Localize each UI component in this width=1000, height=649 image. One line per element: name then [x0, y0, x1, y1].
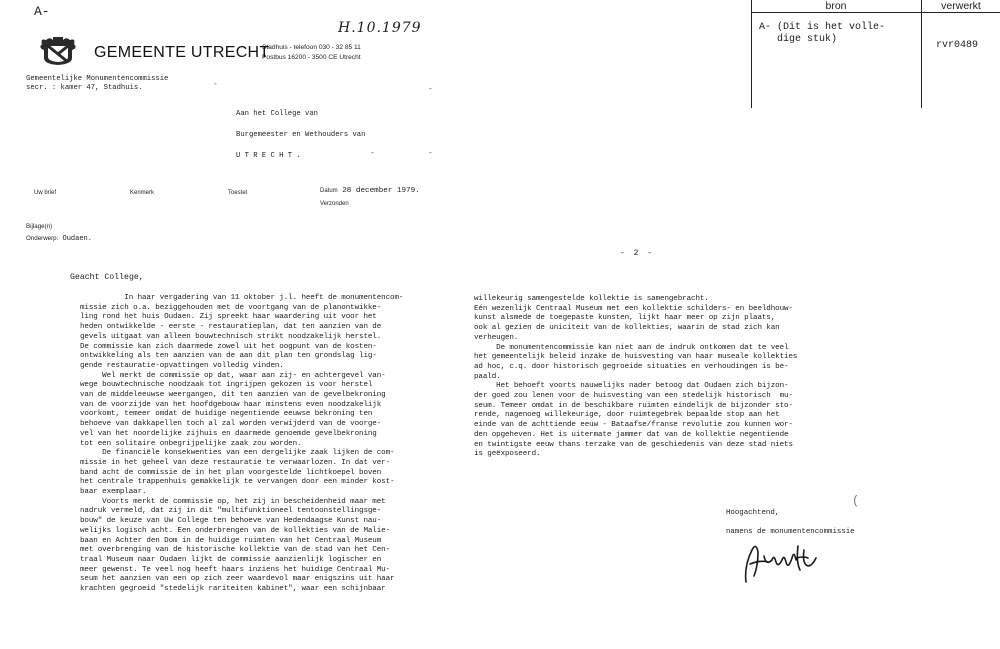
annex-label: Bijlage(n) — [26, 223, 53, 230]
card-border — [751, 0, 752, 108]
card-header-rule — [751, 12, 1000, 13]
text-line: baan en Achter den Dom in de huidige ruimten van het Centraal Museum — [80, 536, 382, 545]
subject-value: Oudaen. — [62, 235, 92, 243]
date-label: Datum — [320, 188, 338, 194]
text-line: band acht de commissie de in het plan voorgestelde lichtkoepel boven — [80, 468, 382, 477]
card-source-value: A- (Dit is het volle- dige stuk) — [759, 22, 886, 45]
text-line: voorkomt, temeer omdat de huidige negentiende eeuwse bekroning ten — [80, 410, 373, 419]
text-line: van de voorzijde van het hoofdgebouw haar minstens even noodzakelijk — [80, 400, 382, 409]
card-divider — [921, 0, 922, 108]
text-line: vel van het noordelijke zijhuis en daarmede genoemde gevelbekroning — [80, 429, 377, 438]
subject-label: Onderwerp: — [26, 235, 59, 242]
type-mark: - — [213, 80, 218, 89]
reference-label: Kenmerk — [130, 190, 155, 196]
text-line: behoeve van dakkapellen toch al zal worden verwijderd van de voorge- — [80, 420, 382, 429]
organisation-name: GEMEENTE UTRECHT — [94, 44, 270, 61]
text-line: De financiële konsekwenties van een dergelijke zaak lijken de com- — [80, 449, 395, 458]
recipient-address — [236, 104, 365, 167]
text-line: gende restauratie-opvattingen volledig vinden. — [80, 361, 284, 370]
committee-line: secr. : kamer 47, Stadhuis. — [26, 84, 143, 92]
text-line: einde van de achttiende eeuw - Bataafse/franse revolutie zou kunnen wor- — [474, 421, 793, 430]
card-processed-value: rvr0489 — [936, 40, 979, 51]
text-line: het gemeentelijk beleid inzake de huisvesting van haar museale kollekties — [474, 353, 798, 362]
address-line: Aan het College van — [236, 110, 318, 118]
text-line: Het behoeft voorts nauwelijks nader betoog dat Oudaen zich bijzon- — [474, 382, 789, 391]
text-line: verheugen. — [474, 333, 519, 342]
text-line: ad hoc, c.q. door historisch gegroeide situaties en verhoudingen is be- — [474, 362, 789, 371]
contact-line: Postbus 16200 - 3500 CE Utrecht — [262, 54, 361, 61]
corner-mark: A- — [34, 4, 50, 19]
text-line: paald. — [474, 372, 501, 381]
text-line: ling rond het huis Oudaen. Zij spreekt haar waardering uit voor het — [80, 313, 377, 322]
text-line: ook al gezien de uniciteit van de kollekties, waarin de stad zich kan — [474, 324, 780, 333]
text-line: Voorts merkt de commissie op, het zij in bescheidenheid maar met — [80, 497, 386, 506]
text-line: der goed zou lenen voor de huisvesting van een stedelijk historisch mu- — [474, 392, 793, 401]
text-line: is geëxposeerd. — [474, 450, 541, 459]
text-line: baar exemplaar. — [80, 488, 147, 497]
text-line: seum. Temeer omdat in de beschikbare ruimten eindelijk de bijzonder sto- — [474, 401, 793, 410]
card-processed-header: verwerkt — [941, 0, 981, 12]
text-line: met overbrenging van de historische kollektie van de stad van het Cen- — [80, 546, 391, 555]
address-line: U T R E C H T . — [236, 152, 301, 160]
text-line: nadruk vermeld, dat zij in dit "multifunktioneel tentoonstellingsge- — [80, 507, 382, 516]
closing-on-behalf: namens de monumentencommissie — [726, 528, 855, 536]
text-line: den opgeheven. Het is uitermate jammer dat van de kollektie negentiende — [474, 430, 789, 439]
closing-regards: Hoogachtend, — [726, 509, 780, 517]
page-number: - 2 - — [620, 249, 655, 258]
salutation: Geacht College, — [70, 273, 144, 282]
contact-details — [262, 43, 361, 63]
subject-row — [26, 235, 92, 243]
text-line: welijks logisch acht. Een onderbrengen van de kollekties van de Malie- — [80, 526, 391, 535]
date-value: 28 december 1979. — [342, 187, 420, 195]
text-line: meer gewenst. Te veel nog heeft haars inziens het huidige Centraal Mu- — [80, 565, 391, 574]
text-line: ontwikkeling als ten aanzien van de aan dit plan ten grondslag lig- — [80, 352, 377, 361]
committee-line: Gemeentelijke Monumentencommissie — [26, 75, 169, 83]
city-crest-logo — [36, 36, 80, 66]
text-line: rende, nagenoeg willekeurige, door ruimtegebrek bepaalde stop aan het — [474, 411, 780, 420]
handwritten-doc-number: H.10.1979 — [338, 20, 422, 36]
text-line: Eén wezenlijk Centraal Museum met een kollektie schilders- en beeldhouw- — [474, 304, 793, 313]
text-line: en twintigste eeuw thans terzake van de geschiedenis van deze stad niets — [474, 440, 793, 449]
text-line: kunst alsmede de toegepaste kunsten, lijkt haar meer op zijn plaats, — [474, 314, 776, 323]
text-line: wege bouwtechnische noodzaak tot ingrijpen gekozen is voor herstel — [80, 381, 373, 390]
text-line: De monumentencommissie kan niet aan de indruk ontkomen dat te veel — [474, 343, 789, 352]
text-line: het centrale trappenhuis gemakkelijk te vervangen door een minder kost- — [80, 478, 395, 487]
sent-label: Verzonden — [320, 201, 349, 207]
text-line: missie zich o.a. beziggehouden met de voortgang van de planontwikke- — [80, 303, 382, 312]
text-line: Wel merkt de commissie op dat, waar aan zij- en achtergevel van- — [80, 371, 386, 380]
pen-mark: ( — [852, 494, 860, 508]
card-source-header: bron — [825, 0, 847, 12]
text-line: van de middeleeuwse weergangen, dit ten aanzien van de gevelbekroning — [80, 391, 386, 400]
text-line: tot een solitaire onbegrijpelijke zaak zou worden. — [80, 439, 302, 448]
text-line: seum het aanzien van een op zich zeer waardevol maar enigszins uit haar — [80, 575, 395, 584]
address-line: Burgemeester en Wethouders van — [236, 131, 366, 139]
text-line: bouw" de keuze van Uw College ten behoeve van Hedendaagse Kunst nau- — [80, 517, 382, 526]
type-mark: - — [370, 149, 375, 158]
type-mark: - — [428, 149, 433, 158]
text-line: krachten gegroeid "stedelijk rariteiten kabinet", waar een schijnbaar — [80, 585, 386, 594]
letter-body-right — [474, 295, 797, 460]
your-letter-label: Uw brief — [34, 190, 57, 196]
text-line: In haar vergadering van 11 oktober j.l. heeft de monumentencom- — [80, 294, 404, 302]
committee-info — [26, 75, 168, 93]
date-line — [320, 187, 420, 195]
contact-line: Stadhuis - telefoon 030 - 32 85 11 — [262, 44, 361, 51]
text-line: gevels uitgaat van alleen bouwtechnisch strikt noodzakelijk herstel. — [80, 332, 382, 341]
type-mark: - — [428, 85, 433, 94]
text-line: heden ontwikkelde - eerste - restauratieplan, dat ten aanzien van de — [80, 323, 382, 332]
text-line: traal Museum naar Oudaen lijkt de commissie aanzienlijk logischer en — [80, 555, 382, 564]
text-line: missie in het geheel van deze restauratie te verwaarlozen. In dat ver- — [80, 458, 391, 467]
handwritten-signature — [738, 536, 820, 586]
letter-body-left — [80, 294, 403, 595]
text-line: willekeurig samengestelde kollektie is samengebracht. — [474, 295, 709, 303]
index-card — [751, 0, 1000, 108]
text-line: De commissie kan zich daarmede zowel uit het oogpunt van de kosten- — [80, 342, 377, 351]
extension-label: Toestel — [228, 190, 248, 196]
